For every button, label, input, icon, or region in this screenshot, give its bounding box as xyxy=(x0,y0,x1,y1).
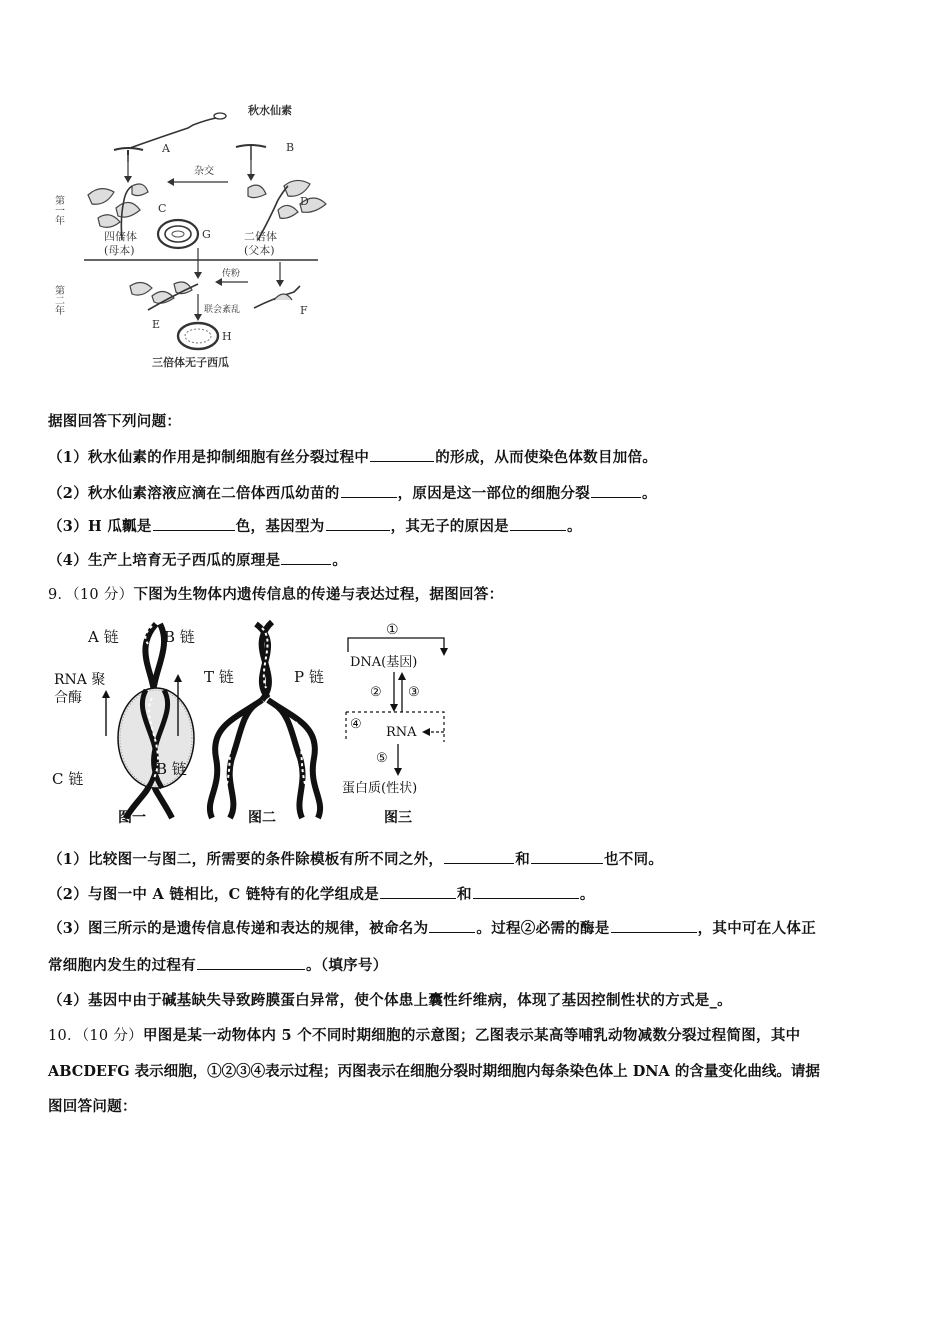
fig1-label-G: G xyxy=(202,228,211,241)
q9-part2-blank-1[interactable] xyxy=(380,884,456,899)
q9-part1-blank-2[interactable] xyxy=(531,849,603,864)
q9-part1-text-b: 和 xyxy=(515,851,530,868)
fig1-label-diploid: 二倍体 xyxy=(244,230,277,243)
q8-part4-blank[interactable] xyxy=(281,550,331,565)
q8-part4-text-a: （4）生产上培育无子西瓜的原理是 xyxy=(48,552,281,569)
q8-part3-text-b: 色，基因型为 xyxy=(235,518,325,535)
fig1-label-D: D xyxy=(300,195,309,208)
q9-part3-blank-2[interactable] xyxy=(611,918,697,933)
q8-part3-text-d: 。 xyxy=(566,518,582,535)
fig1-label-mother: (母本) xyxy=(104,244,135,257)
fig1-label-F: F xyxy=(300,304,308,317)
q9-part2-text-c: 。 xyxy=(579,886,595,903)
q10-number: 10．（10 分） xyxy=(48,1028,143,1044)
fig1-label-B: B xyxy=(286,141,295,154)
q9-stem xyxy=(48,583,503,604)
q9-part2-text-b: 和 xyxy=(457,886,472,903)
q8-part1-text-a: （1）秋水仙素的作用是抑制细胞有丝分裂过程中 xyxy=(48,449,370,466)
fig1-label-year2: 第二年 xyxy=(52,285,64,315)
q8-part3-blank-2[interactable] xyxy=(326,516,390,531)
fig-one-caption: 图一 xyxy=(118,810,146,826)
fig-two-label-P: P 链 xyxy=(294,668,324,686)
fig-three-n2: ② xyxy=(370,685,382,700)
fig1-label-colchicine: 秋水仙素 xyxy=(248,104,292,117)
q8-part1 xyxy=(48,446,657,467)
q8-part2-text-a: （2）秋水仙素溶液应滴在二倍体西瓜幼苗的 xyxy=(48,485,340,502)
q9-part3-text-a: （3）图三所示的是遗传信息传递和表达的规律，被命名为 xyxy=(48,920,429,937)
fig-one-label-A: A 链 xyxy=(88,628,119,646)
q10-stem-line3: 图回答问题： xyxy=(48,1098,137,1115)
q10-stem-line2: ABCDEFG 表示细胞，①②③④表示过程；丙图表示在细胞分裂时期细胞内每条染色体上 DNA 的含量变化曲线。请据 xyxy=(48,1063,820,1080)
fig1-label-E: E xyxy=(152,318,161,331)
q9-part1-text-c: 也不同。 xyxy=(604,851,664,868)
figure-three-central-dogma xyxy=(338,616,462,830)
q8-part3-text-c: ，其无子的原因是 xyxy=(390,518,509,535)
q9-part3-text-b: 。过程②必需的酶是 xyxy=(476,920,610,937)
fig1-label-C: C xyxy=(158,202,167,215)
fig-three-dna: DNA(基因) xyxy=(350,655,418,670)
q8-part1-text-b: 的形成，从而使染色体数目加倍。 xyxy=(435,449,658,466)
q9-stem-text: 下图为生物体内遗传信息的传递与表达过程，据图回答： xyxy=(133,586,504,603)
q9-part3-blank-3[interactable] xyxy=(197,955,305,970)
q8-part3-blank-1[interactable] xyxy=(153,516,235,531)
fig1-label-pollination: 传粉 xyxy=(222,269,241,279)
q9-part1-blank-1[interactable] xyxy=(444,849,514,864)
q9-part1 xyxy=(48,848,663,869)
fig-three-n1: ① xyxy=(386,622,399,638)
fig-three-rna: RNA xyxy=(386,725,417,740)
q9-part2-text-a: （2）与图一中 A 链相比，C 链特有的化学组成是 xyxy=(48,886,380,903)
fig1-label-A: A xyxy=(162,142,170,155)
q8-part4 xyxy=(48,549,347,570)
q8-part2 xyxy=(48,482,657,503)
q9-part3-text-c: ，其中可在人体正 xyxy=(697,920,816,937)
q10-stem-text-1: 甲图是某一动物体内 5 个不同时期细胞的示意图；乙图表示某高等哺乳动物减数分裂过程简图，其中 xyxy=(142,1027,801,1044)
fig1-label-cross: 杂交 xyxy=(194,166,214,177)
q9-part1-text-a: （1）比较图一与图二，所需要的条件除模板有所不同之外， xyxy=(48,851,444,868)
fig-one-label-B-top: B 链 xyxy=(164,628,195,646)
q8-part3-blank-3[interactable] xyxy=(510,516,566,531)
fig-one-label-rna-pol-2: 合酶 xyxy=(54,690,82,706)
q8-part2-blank-2[interactable] xyxy=(591,483,641,498)
q8-part2-text-c: 。 xyxy=(642,485,657,502)
fig1-label-father: (父本) xyxy=(244,244,275,257)
fig1-label-H: H xyxy=(222,330,232,343)
figure-one-transcription xyxy=(48,618,218,830)
fig-two-label-T: T 链 xyxy=(204,668,234,686)
q8-part3 xyxy=(48,515,582,536)
watermelon-breeding-figure xyxy=(48,100,338,375)
q9-part3-line1 xyxy=(48,917,816,938)
q8-intro: 据图回答下列问题： xyxy=(48,413,182,430)
fig-one-label-rna-pol-1: RNA 聚 xyxy=(54,672,106,688)
fig-three-n5: ⑤ xyxy=(376,751,388,766)
q9-part4: （4）基因中由于碱基缺失导致跨膜蛋白异常，使个体患上囊性纤维病，体现了基因控制性状的方式是_。 xyxy=(48,992,732,1009)
fig-three-n4: ④ xyxy=(350,717,362,732)
fig-one-label-B-bottom: B 链 xyxy=(156,760,187,778)
q8-part2-text-b: ，原因是这一部位的细胞分裂 xyxy=(397,485,590,502)
q9-part3-text-d: 常细胞内发生的过程有 xyxy=(48,957,196,974)
q9-number: 9．（10 分） xyxy=(48,587,134,603)
figure-two-replication xyxy=(196,618,344,830)
q10-stem-line1 xyxy=(48,1024,800,1045)
fig1-label-year1: 第一年 xyxy=(52,195,64,225)
fig-one-label-C: C 链 xyxy=(52,770,84,788)
q9-part3-blank-1[interactable] xyxy=(429,918,475,933)
q9-part3-line2 xyxy=(48,954,388,975)
fig-three-caption: 图三 xyxy=(384,810,412,826)
q9-part2 xyxy=(48,883,595,904)
q8-part3-text-a: （3）H 瓜瓤是 xyxy=(48,518,152,535)
fig1-label-tetraploid: 四倍体 xyxy=(104,230,137,243)
q8-part1-blank[interactable] xyxy=(370,447,434,462)
fig1-label-triploid: 三倍体无子西瓜 xyxy=(152,356,229,369)
q8-part2-blank-1[interactable] xyxy=(341,483,397,498)
fig-two-caption: 图二 xyxy=(248,810,276,826)
fig-three-protein: 蛋白质(性状) xyxy=(342,781,418,796)
q9-part3-text-e: 。（填序号） xyxy=(306,957,388,974)
q8-part4-text-b: 。 xyxy=(332,552,348,569)
fig1-label-induce: 联会紊乱 xyxy=(204,305,241,315)
fig-three-n3: ③ xyxy=(408,685,420,700)
q9-part2-blank-2[interactable] xyxy=(473,884,579,899)
